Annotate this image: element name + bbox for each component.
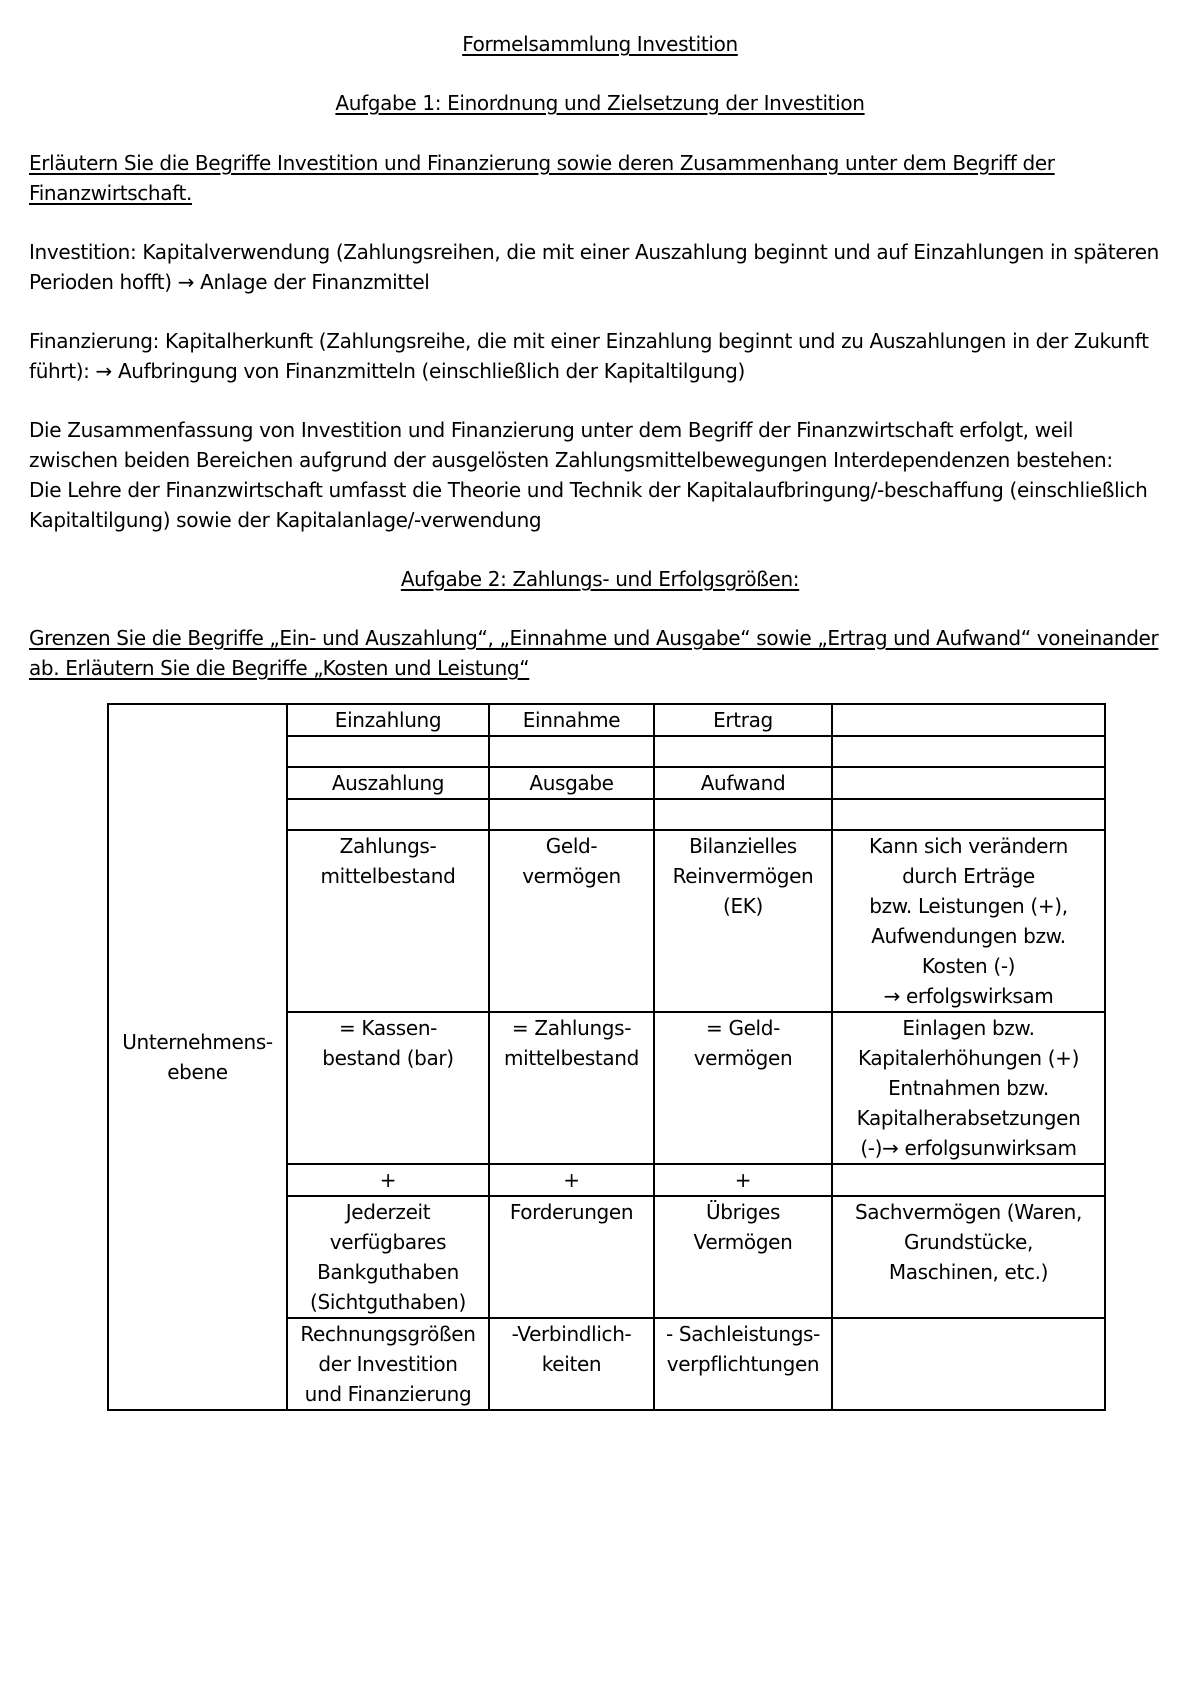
cell-text-line: Aufwand (700, 771, 786, 795)
finanzierung-line-2: führt): → Aufbringung von Finanzmitteln (einschließlich der Kapitaltilgung) (29, 359, 745, 383)
cell-text-line: Kann sich verändern (869, 834, 1068, 858)
row-header-line: ebene (167, 1060, 228, 1084)
table-cell-erlaeuterung-col (832, 1164, 1105, 1196)
cell-text-line: -Verbindlich- (511, 1322, 632, 1346)
cell-text-line: + (563, 1168, 580, 1192)
cell-text-line: (-)→ erfolgsunwirksam (860, 1136, 1077, 1160)
cell-text-line: und Finanzierung (304, 1382, 472, 1406)
cell-text-line: Zahlungs- (339, 834, 437, 858)
cell-text-line: mittelbestand (320, 864, 456, 888)
table-cell-einnahme-col (489, 1318, 654, 1410)
cell-text-line: (EK) (723, 894, 763, 918)
cell-text-line: verfügbares (329, 1230, 447, 1254)
task1-question-line-2: Finanzwirtschaft. (29, 181, 192, 205)
cell-text-line: Entnahmen bzw. (888, 1076, 1049, 1100)
cell-text-line: keiten (541, 1352, 602, 1376)
table-cell-zahlung-col (287, 736, 489, 767)
cell-text-line: Jederzeit (345, 1200, 431, 1224)
table-cell-zahlung-col (287, 767, 489, 799)
table-cell-erlaeuterung-col (832, 736, 1105, 767)
table-cell-einnahme-col (489, 830, 654, 1012)
table-cell-erlaeuterung-col (832, 799, 1105, 830)
table-cell-einnahme-col (489, 767, 654, 799)
cell-text-line: Reinvermögen (672, 864, 814, 888)
cell-text-line: Rechnungsgrößen (300, 1322, 476, 1346)
table-cell-ertrag-col (654, 830, 832, 1012)
table-cell-ertrag-col (654, 736, 832, 767)
table-cell-zahlung-col (287, 799, 489, 830)
cell-text-line: Einzahlung (334, 708, 442, 732)
table-cell-ertrag-col (654, 1012, 832, 1164)
table-cell-ertrag-col (654, 1318, 832, 1410)
table-cell-erlaeuterung-col (832, 830, 1105, 1012)
cell-text-line: Einlagen bzw. (902, 1016, 1035, 1040)
zusammenfassung-line-2: zwischen beiden Bereichen aufgrund der ausgelösten Zahlungsmittelbewegungen Interdependenzen bestehen: (29, 448, 1113, 472)
investition-line-2: Perioden hofft) → Anlage der Finanzmittel (29, 270, 430, 294)
table-cell-erlaeuterung-col (832, 767, 1105, 799)
table-row (108, 704, 1105, 736)
table-cell-ertrag-col (654, 1164, 832, 1196)
cell-text-line: Ausgabe (529, 771, 614, 795)
cell-text-line: bzw. Leistungen (+), (869, 894, 1068, 918)
table-cell-erlaeuterung-col (832, 1318, 1105, 1410)
row-header-unternehmensebene (108, 704, 287, 1410)
table-cell-ertrag-col (654, 799, 832, 830)
cell-text-line: + (734, 1168, 752, 1192)
table-cell-erlaeuterung-col (832, 1196, 1105, 1318)
cell-text-line: Bankguthaben (317, 1260, 459, 1284)
table-cell-ertrag-col (654, 704, 832, 736)
cell-text-line: vermögen (693, 1046, 793, 1070)
cell-text-line: Sachvermögen (Waren, (854, 1200, 1083, 1224)
cell-text-line: Auszahlung (331, 771, 445, 795)
cell-text-line: - Sachleistungs- (666, 1322, 820, 1346)
cell-text-line: Ertrag (713, 708, 773, 732)
table-cell-einnahme-col (489, 799, 654, 830)
cell-text-line: Kosten (-) (921, 954, 1016, 978)
table-cell-zahlung-col (287, 1318, 489, 1410)
table-cell-ertrag-col (654, 1196, 832, 1318)
cell-text-line: = Kassen- (338, 1016, 438, 1040)
table-cell-einnahme-col (489, 736, 654, 767)
cell-text-line: Aufwendungen bzw. (871, 924, 1066, 948)
row-header-line: Unternehmens- (122, 1030, 273, 1054)
task2-question-line-1: Grenzen Sie die Begriffe „Ein- und Auszahlung“, „Einnahme und Ausgabe“ sowie „Ertrag und Aufwand“ voneinander (29, 626, 1159, 650)
task1-heading: Aufgabe 1: Einordnung und Zielsetzung der Investition (335, 91, 865, 115)
zusammenfassung-line-4: Kapitaltilgung) sowie der Kapitalanlage/-verwendung (29, 508, 542, 532)
table-cell-einnahme-col (489, 704, 654, 736)
table-cell-zahlung-col (287, 1196, 489, 1318)
document-title: Formelsammlung Investition (462, 32, 738, 56)
cell-text-line: Übriges (705, 1200, 781, 1224)
cell-text-line: + (379, 1168, 397, 1192)
cell-text-line: durch Erträge (902, 864, 1035, 888)
cell-text-line: (Sichtguthaben) (310, 1290, 466, 1314)
cell-text-line: Forderungen (509, 1200, 634, 1224)
cell-text-line: der Investition (318, 1352, 458, 1376)
finanzierung-line-1: Finanzierung: Kapitalherkunft (Zahlungsreihe, die mit einer Einzahlung beginnt und zu Auszahlungen in der Zukunft (29, 329, 1149, 353)
cell-text-line: Bilanzielles (689, 834, 797, 858)
table-cell-einnahme-col (489, 1196, 654, 1318)
cell-text-line: vermögen (522, 864, 621, 888)
cell-text-line: Maschinen, etc.) (888, 1260, 1049, 1284)
cell-text-line: → erfolgswirksam (883, 984, 1054, 1008)
cell-text-line: Grundstücke, (903, 1230, 1034, 1254)
zusammenfassung-line-3: Die Lehre der Finanzwirtschaft umfasst die Theorie und Technik der Kapitalaufbringung/-beschaffung (einschließlich (29, 478, 1148, 502)
cell-text-line: bestand (bar) (322, 1046, 454, 1070)
cell-text-line: Vermögen (693, 1230, 793, 1254)
cell-text-line: Kapitalherabsetzungen (856, 1106, 1081, 1130)
investition-line-1: Investition: Kapitalverwendung (Zahlungsreihen, die mit einer Auszahlung beginnt und auf Einzahlungen in späteren (29, 240, 1159, 264)
zusammenfassung-line-1: Die Zusammenfassung von Investition und Finanzierung unter dem Begriff der Finanzwirtschaft erfolgt, weil (29, 418, 1074, 442)
zahlungs-erfolgsgroessen-table (107, 703, 1106, 1411)
cell-text-line: = Geld- (706, 1016, 780, 1040)
table-cell-einnahme-col (489, 1164, 654, 1196)
table-cell-einnahme-col (489, 1012, 654, 1164)
cell-text-line: Einnahme (522, 708, 621, 732)
cell-text-line: Geld- (545, 834, 598, 858)
task2-heading: Aufgabe 2: Zahlungs- und Erfolgsgrößen: (400, 567, 800, 591)
task2-question-line-2: ab. Erläutern Sie die Begriffe „Kosten und Leistung“ (29, 656, 530, 680)
table-cell-ertrag-col (654, 767, 832, 799)
table-cell-zahlung-col (287, 830, 489, 1012)
table-cell-zahlung-col (287, 1012, 489, 1164)
cell-text-line: = Zahlungs- (511, 1016, 632, 1040)
cell-text-line: verpflichtungen (666, 1352, 820, 1376)
cell-text-line: Kapitalerhöhungen (+) (857, 1046, 1080, 1070)
table-cell-erlaeuterung-col (832, 704, 1105, 736)
table-cell-zahlung-col (287, 1164, 489, 1196)
task1-question-line-1: Erläutern Sie die Begriffe Investition und Finanzierung sowie deren Zusammenhang unter dem Begriff der (29, 151, 1055, 175)
cell-text-line: mittelbestand (504, 1046, 639, 1070)
table-cell-zahlung-col (287, 704, 489, 736)
table-cell-erlaeuterung-col (832, 1012, 1105, 1164)
